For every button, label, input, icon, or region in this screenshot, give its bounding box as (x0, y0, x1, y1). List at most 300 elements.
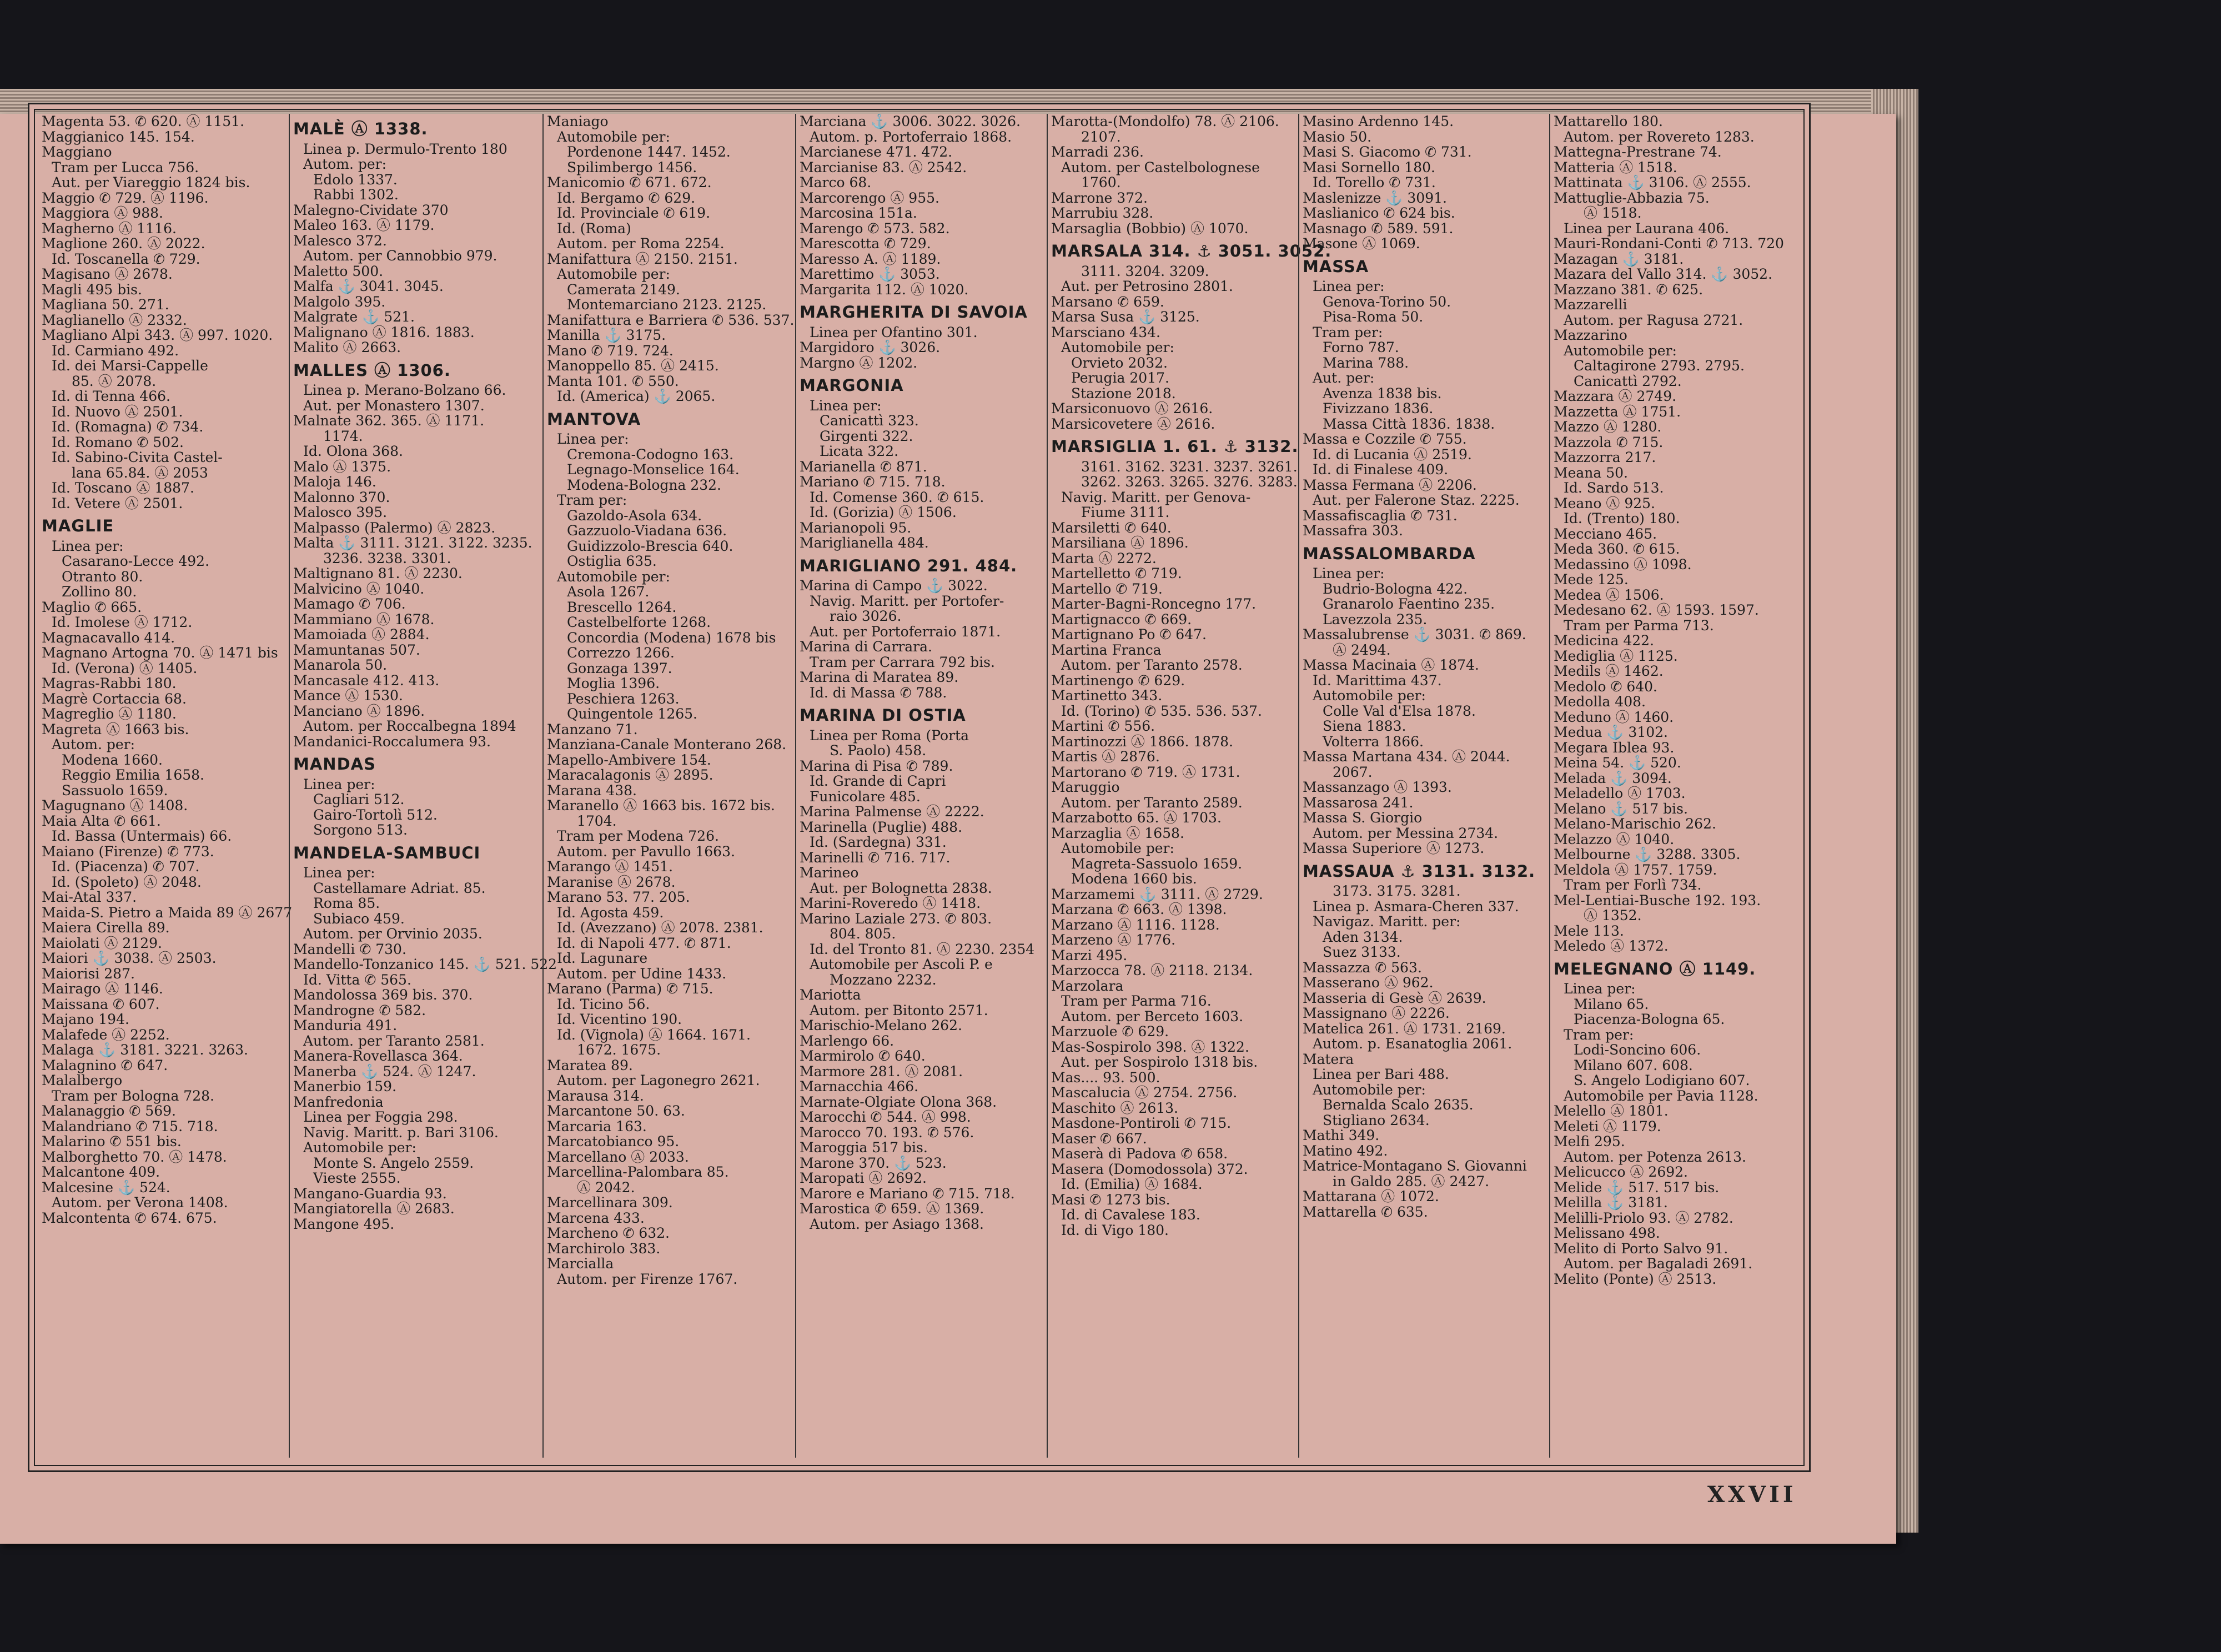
index-entry: Linea per: (303, 865, 375, 881)
index-column-3 (547, 113, 795, 1458)
index-entry: Manerbio 159. (293, 1078, 397, 1094)
index-entry: Marsa Susa ⚓ 3125. (1051, 309, 1200, 325)
index-entry: Maranise Ⓐ 2678. (547, 873, 676, 890)
index-entry: Maracalagonis Ⓐ 2895. (547, 767, 713, 783)
index-entry: Malagnino ✆ 647. (42, 1057, 168, 1073)
index-entry: Marina di Pisa ✆ 789. (800, 757, 953, 774)
index-heading: MARIGLIANO 291. 484. (800, 556, 1018, 575)
index-entry: Autom. per Taranto 2589. (1061, 794, 1243, 811)
index-entry: Melada ⚓ 3094. (1554, 770, 1672, 786)
index-entry: Maloja 146. (293, 474, 376, 490)
index-entry: Id. Toscanella ✆ 729. (52, 250, 200, 267)
index-entry: Marzana ✆ 663. Ⓐ 1398. (1051, 901, 1227, 917)
index-entry: Melito di Porto Salvo 91. (1554, 1240, 1728, 1257)
index-entry: Id. Vetere Ⓐ 2501. (52, 495, 183, 511)
index-entry: Autom. per Castelbolognese (1061, 159, 1260, 175)
index-entry: Matteria Ⓐ 1518. (1554, 159, 1677, 175)
index-entry: Colle Val d'Elsa 1878. (1323, 702, 1476, 719)
index-entry: Manifattura Ⓐ 2150. 2151. (547, 250, 738, 267)
index-entry: Autom. per Lagonegro 2621. (557, 1072, 760, 1088)
index-entry: Modena 1660 bis. (1071, 871, 1197, 887)
page-number: XXVII (1707, 1482, 1797, 1508)
index-entry: 804. 805. (830, 926, 896, 942)
index-entry: Margno Ⓐ 1202. (800, 354, 918, 371)
index-entry: Aut. per Viareggio 1824 bis. (52, 174, 250, 190)
index-entry: Masdone-Pontiroli ✆ 715. (1051, 1115, 1232, 1131)
index-entry: Autom. per Taranto 2581. (303, 1032, 485, 1049)
index-entry: Meda 360. ✆ 615. (1554, 541, 1680, 557)
index-entry: Malanaggio ✆ 569. (42, 1103, 176, 1119)
index-entry: Marcellinara 309. (547, 1194, 673, 1211)
index-entry: Reggio Emilia 1658. (62, 767, 204, 783)
index-entry: Magnacavallo 414. (42, 629, 175, 646)
index-entry: Marineo (800, 865, 859, 881)
index-entry: Id. Sabino-Civita Castel- (52, 449, 223, 465)
index-entry: Marter-Bagni-Roncegno 177. (1051, 596, 1257, 612)
index-column-1 (42, 113, 293, 1458)
index-entry: Malcontenta ✆ 674. 675. (42, 1209, 217, 1226)
index-entry: Marrone 372. (1051, 189, 1148, 206)
index-entry: Zollino 80. (62, 584, 137, 600)
index-entry: Autom. per Pavullo 1663. (557, 843, 735, 860)
index-heading: MANDELA-SAMBUCI (293, 843, 481, 862)
index-entry: Camerata 2149. (567, 281, 680, 298)
column-rule (1298, 114, 1299, 1458)
index-entry: Marischio-Melano 262. (800, 1017, 962, 1033)
index-entry: Id. (Sardegna) 331. (810, 834, 947, 850)
index-entry: Massa e Cozzile ✆ 755. (1303, 431, 1467, 447)
index-entry: Orvieto 2032. (1071, 354, 1168, 371)
index-entry: Marzaglia Ⓐ 1658. (1051, 825, 1184, 841)
index-entry: Mance Ⓐ 1530. (293, 687, 403, 704)
index-entry: Marino Laziale 273. ✆ 803. (800, 910, 992, 927)
index-heading: MARGONIA (800, 376, 904, 395)
index-entry: Mattinata ⚓ 3106. Ⓐ 2555. (1554, 174, 1751, 190)
index-heading: MARSIGLIA 1. 61. ⚓ 3132. (1051, 437, 1299, 456)
index-entry: Autom. per Bitonto 2571. (810, 1002, 988, 1018)
index-entry: Id. del Tronto 81. Ⓐ 2230. 2354 (810, 941, 1035, 957)
index-entry: Automobile per: (557, 266, 670, 282)
index-heading: MARGHERITA DI SAVOIA (800, 303, 1028, 322)
index-entry: Avenza 1838 bis. (1323, 385, 1442, 401)
index-entry: Mazzarino (1554, 327, 1627, 343)
index-entry: Malegno-Cividate 370 (293, 202, 449, 218)
index-entry: 1672. 1675. (577, 1042, 661, 1058)
index-entry: Tram per Bologna 728. (52, 1087, 214, 1104)
index-entry: Gairo-Tortolì 512. (313, 806, 438, 823)
index-entry: in Galdo 285. Ⓐ 2427. (1333, 1173, 1490, 1189)
index-entry: Matino 492. (1303, 1142, 1388, 1159)
index-entry: Malcantone 409. (42, 1164, 160, 1180)
index-entry: Mapello-Ambivere 154. (547, 751, 711, 768)
index-entry: Maser ✆ 667. (1051, 1130, 1147, 1147)
index-entry: Martina Franca (1051, 641, 1162, 658)
index-entry: Marsiconuovo Ⓐ 2616. (1051, 400, 1213, 416)
index-entry: Marco 68. (800, 174, 872, 190)
index-entry: Marina di Carrara. (800, 639, 932, 655)
index-entry: Aut. per Portoferraio 1871. (810, 623, 1001, 640)
index-entry: Medolla 408. (1554, 694, 1646, 710)
index-entry: Manzano 71. (547, 721, 638, 737)
index-entry: Mattarana Ⓐ 1072. (1303, 1188, 1439, 1204)
index-entry: Maltignano 81. Ⓐ 2230. (293, 565, 463, 581)
index-entry: Automobile per: (1313, 687, 1426, 704)
index-entry: Aden 3134. (1323, 928, 1403, 945)
index-entry: Automobile per: (1061, 840, 1174, 856)
index-entry: Marsiliana Ⓐ 1896. (1051, 535, 1189, 551)
index-entry: Medils Ⓐ 1462. (1554, 663, 1664, 679)
index-column-2 (293, 114, 557, 1458)
index-entry: Id. dei Marsi-Cappelle (52, 358, 208, 374)
index-entry: Marsicovetere Ⓐ 2616. (1051, 415, 1215, 432)
index-entry: Edolo 1337. (313, 171, 398, 188)
index-entry: Meleti Ⓐ 1179. (1554, 1118, 1661, 1134)
index-entry: Cremona-Codogno 163. (567, 446, 734, 463)
index-entry: Linea per Laurana 406. (1564, 220, 1730, 237)
index-entry: Marcellano Ⓐ 2033. (547, 1148, 689, 1165)
index-entry: Manciano Ⓐ 1896. (293, 702, 425, 719)
index-entry: Marsano ✆ 659. (1051, 293, 1164, 310)
index-entry: Mel-Lentiai-Busche 192. 193. (1554, 892, 1761, 908)
index-entry: Magli 495 bis. (42, 281, 142, 298)
index-entry: Meladello Ⓐ 1703. (1554, 785, 1686, 801)
index-heading: MASSA (1303, 257, 1369, 276)
index-entry: Lodi-Soncino 606. (1574, 1042, 1701, 1058)
index-entry: Masserano Ⓐ 962. (1303, 975, 1434, 991)
index-entry: Malo Ⓐ 1375. (293, 458, 391, 475)
index-entry: Autom. per: (303, 156, 387, 172)
index-entry: Mede 125. (1554, 571, 1629, 588)
index-entry: Marradi 236. (1051, 144, 1144, 160)
index-entry: Malafede Ⓐ 2252. (42, 1026, 170, 1043)
index-entry: Marore e Mariano ✆ 715. 718. (800, 1185, 1015, 1202)
index-entry: Melide ⚓ 517. 517 bis. (1554, 1179, 1720, 1196)
index-entry: Marcaria 163. (547, 1118, 647, 1134)
index-entry: Mangone 495. (293, 1216, 395, 1232)
index-entry: Id. di Finalese 409. (1313, 461, 1449, 478)
index-entry: Medassino Ⓐ 1098. (1554, 556, 1692, 573)
index-entry: 3161. 3162. 3231. 3237. 3261. (1081, 458, 1298, 475)
index-entry: Mairago Ⓐ 1146. (42, 981, 163, 997)
index-entry: Id. (Trento) 180. (1564, 510, 1680, 526)
index-entry: Legnago-Monselice 164. (567, 461, 740, 478)
index-entry: Autom. per Taranto 2578. (1061, 657, 1243, 673)
index-entry: 1174. (323, 428, 363, 444)
index-entry: Tram per: (1313, 324, 1383, 340)
index-entry: Stazione 2018. (1071, 385, 1176, 401)
index-entry: Id. Ticino 56. (557, 996, 650, 1012)
index-entry: Peschiera 1263. (567, 690, 680, 707)
index-entry: Marzamemi ⚓ 3111. Ⓐ 2729. (1051, 886, 1263, 902)
index-entry: Meina 54. ⚓ 520. (1554, 755, 1681, 771)
index-entry: Meana 50. (1554, 464, 1629, 481)
index-heading: MALLES Ⓐ 1306. (293, 360, 451, 380)
index-entry: Mazzorra 217. (1554, 449, 1656, 465)
index-entry: Martis Ⓐ 2876. (1051, 749, 1160, 765)
index-entry: Autom. per Udine 1433. (557, 965, 727, 982)
index-entry: Linea per: (810, 397, 882, 414)
index-entry: Id. Marittima 437. (1313, 672, 1442, 689)
index-entry: Autom. per Potenza 2613. (1564, 1148, 1746, 1165)
index-entry: Marzabotto 65. Ⓐ 1703. (1051, 810, 1222, 826)
index-entry: Id. (Vignola) Ⓐ 1664. 1671. (557, 1026, 751, 1043)
index-entry: Id. Comense 360. ✆ 615. (810, 489, 984, 505)
index-entry: Marini-Roveredo Ⓐ 1418. (800, 895, 981, 911)
index-heading: MARSALA 314. ⚓ 3051. 3052. (1051, 242, 1332, 260)
index-entry: Massa Fermana Ⓐ 2206. (1303, 476, 1477, 493)
index-entry: Caltagirone 2793. 2795. (1574, 358, 1745, 374)
index-entry: Maglio ✆ 665. (42, 599, 142, 615)
index-entry: Masnago ✆ 589. 591. (1303, 220, 1454, 237)
index-entry: Manoppello 85. Ⓐ 2415. (547, 358, 719, 374)
index-entry: Malarino ✆ 551 bis. (42, 1133, 182, 1149)
index-entry: Manerba ⚓ 524. Ⓐ 1247. (293, 1063, 476, 1079)
index-entry: Autom. per Rovereto 1283. (1564, 128, 1755, 145)
index-entry: Maggio ✆ 729. Ⓐ 1196. (42, 189, 209, 206)
index-entry: 85. Ⓐ 2078. (72, 373, 157, 389)
index-entry: Marnate-Olgiate Olona 368. (800, 1093, 997, 1110)
index-entry: Mattarella ✆ 635. (1303, 1203, 1428, 1220)
index-entry: Castelbelforte 1268. (567, 614, 711, 630)
index-entry: Manarola 50. (293, 657, 388, 673)
index-entry: Girgenti 322. (820, 428, 913, 444)
index-entry: Mariano ✆ 715. 718. (800, 474, 946, 490)
index-entry: Maruggio (1051, 779, 1120, 795)
index-entry: Magnano Artogna 70. Ⓐ 1471 bis (42, 645, 278, 661)
index-entry: Linea p. Merano-Bolzano 66. (303, 382, 506, 398)
index-entry: Mazzano 381. ✆ 625. (1554, 281, 1704, 298)
index-entry: Linea p. Asmara-Cheren 337. (1313, 898, 1519, 915)
index-entry: Marzuole ✆ 629. (1051, 1023, 1169, 1040)
index-entry: Aut. per Petrosino 2801. (1061, 278, 1233, 294)
index-entry: Id. Imolese Ⓐ 1712. (52, 614, 193, 630)
index-entry: Massazza ✆ 563. (1303, 959, 1422, 976)
index-entry: Casarano-Lecce 492. (62, 553, 210, 569)
index-entry: Marcialla (547, 1256, 614, 1272)
index-entry: Rabbi 1302. (313, 187, 399, 203)
index-entry: Linea per Ofantino 301. (810, 324, 978, 340)
index-entry: Medua ⚓ 3102. (1554, 724, 1668, 740)
index-entry: Marcorengo Ⓐ 955. (800, 189, 939, 206)
index-entry: Massa Martana 434. Ⓐ 2044. (1303, 749, 1510, 765)
index-entry: Linea per Roma (Porta (810, 727, 969, 744)
index-entry: Autom. per Asiago 1368. (810, 1216, 984, 1232)
index-entry: Malvicino Ⓐ 1040. (293, 580, 425, 597)
index-entry: Magherno Ⓐ 1116. (42, 220, 177, 237)
index-entry: Maroggia 517 bis. (800, 1139, 928, 1156)
index-entry: Autom. per Messina 2734. (1313, 825, 1499, 841)
index-entry: Moglia 1396. (567, 675, 660, 691)
index-entry: Marina di Maratea 89. (800, 669, 959, 685)
index-entry: Guidizzolo-Brescia 640. (567, 538, 733, 554)
index-entry: Ⓐ 2042. (577, 1179, 635, 1196)
index-entry: Melito (Ponte) Ⓐ 2513. (1554, 1271, 1717, 1287)
index-entry: Malta ⚓ 3111. 3121. 3122. 3235. (293, 535, 532, 551)
index-entry: Automobile per: (1061, 339, 1174, 355)
index-entry: Marsaglia (Bobbio) Ⓐ 1070. (1051, 220, 1249, 237)
index-entry: Malandriano ✆ 715. 718. (42, 1118, 218, 1134)
index-entry: Id. Vicentino 190. (557, 1011, 682, 1027)
index-entry: Tram per Lucca 756. (52, 159, 199, 175)
index-entry: Funicolare 485. (810, 788, 921, 805)
index-entry: Melello Ⓐ 1801. (1554, 1103, 1669, 1119)
index-entry: Suez 3133. (1323, 944, 1401, 960)
index-entry: Marrubiu 328. (1051, 205, 1154, 221)
index-entry: Perugia 2017. (1071, 370, 1169, 386)
index-entry: Magliano Alpi 343. Ⓐ 997. 1020. (42, 327, 273, 343)
index-entry: Ⓐ 1518. (1584, 205, 1642, 221)
index-entry: Margidoro ⚓ 3026. (800, 339, 941, 355)
index-entry: Malalbergo (42, 1072, 123, 1088)
index-entry: Massignano Ⓐ 2226. (1303, 1005, 1450, 1021)
index-entry: Maiera Cirella 89. (42, 920, 170, 936)
index-entry: Mattegna-Prestrane 74. (1554, 144, 1722, 160)
index-entry: Castellamare Adriat. 85. (313, 880, 486, 896)
index-entry: Id. (Avezzano) Ⓐ 2078. 2381. (557, 920, 763, 936)
index-entry: Id. di Cavalese 183. (1061, 1207, 1200, 1223)
index-entry: Marango Ⓐ 1451. (547, 858, 673, 875)
index-entry: Manfredonia (293, 1093, 384, 1110)
index-entry: S. Paolo) 458. (830, 742, 927, 759)
index-entry: Id. Vitta ✆ 565. (303, 971, 411, 988)
index-entry: Autom. p. Esanatoglia 2061. (1313, 1036, 1513, 1052)
index-heading: MANTOVA (547, 409, 641, 429)
index-entry: Vieste 2555. (313, 1170, 401, 1186)
index-entry: Linea per: (303, 776, 375, 792)
index-entry: Mazzetta Ⓐ 1751. (1554, 403, 1681, 420)
index-entry: Id. (Piacenza) ✆ 707. (52, 858, 200, 875)
index-entry: Mele 113. (1554, 922, 1624, 939)
index-entry: Id. Bergamo ✆ 629. (557, 189, 696, 206)
index-entry: Marana 438. (547, 782, 637, 799)
index-entry: Aut. per Sospirolo 1318 bis. (1061, 1054, 1258, 1070)
index-entry: Marano 53. 77. 205. (547, 889, 690, 905)
index-entry: Id. (Romagna) ✆ 734. (52, 419, 204, 435)
index-entry: Mandolossa 369 bis. 370. (293, 987, 473, 1003)
index-entry: Granarolo Faentino 235. (1323, 596, 1495, 612)
index-entry: Gazoldo-Asola 634. (567, 507, 702, 524)
index-entry: Marina Palmense Ⓐ 2222. (800, 804, 984, 820)
index-entry: Tram per: (557, 492, 627, 508)
column-rule (1047, 114, 1048, 1458)
index-entry: Magreta-Sassuolo 1659. (1071, 855, 1243, 872)
index-heading: MALÈ Ⓐ 1338. (293, 119, 428, 138)
index-entry: Marostica ✆ 659. Ⓐ 1369. (800, 1201, 984, 1217)
index-entry: Linea per: (52, 538, 124, 554)
index-entry: Massarosa 241. (1303, 794, 1414, 811)
index-entry: Marina 788. (1323, 354, 1409, 371)
index-column-7 (1554, 114, 1798, 1458)
index-entry: Maiorisi 287. (42, 965, 135, 982)
index-entry: Melissano 498. (1554, 1225, 1660, 1241)
index-entry: Maiano (Firenze) ✆ 773. (42, 843, 214, 860)
index-entry: Autom. p. Portoferraio 1868. (810, 128, 1012, 145)
index-entry: Martini ✆ 556. (1051, 718, 1155, 734)
index-entry: Navig. Maritt. per Portofer- (810, 592, 1004, 609)
index-entry: 2107. (1081, 128, 1121, 145)
index-entry: Marianopoli 95. (800, 519, 912, 536)
index-entry: Marocco 70. 193. ✆ 576. (800, 1124, 974, 1141)
index-entry: Marzi 495. (1051, 947, 1128, 963)
index-entry: Linea per: (1313, 565, 1385, 581)
index-entry: Maserà di Padova ✆ 658. (1051, 1146, 1228, 1162)
index-entry: Aut. per: (1313, 370, 1375, 386)
index-entry: Melano ⚓ 517 bis. (1554, 800, 1688, 817)
index-entry: Mangano-Guardia 93. (293, 1185, 447, 1202)
index-entry: Mauri-Rondani-Conti ✆ 713. 720 (1554, 235, 1784, 252)
index-entry: Id. (Emilia) Ⓐ 1684. (1061, 1176, 1203, 1192)
index-entry: Navig. Maritt. p. Bari 3106. (303, 1124, 499, 1141)
index-entry: Id. Provinciale ✆ 619. (557, 205, 711, 221)
index-entry: Martignano Po ✆ 647. (1051, 626, 1207, 642)
index-entry: Sassuolo 1659. (62, 782, 168, 799)
index-entry: Medesano 62. Ⓐ 1593. 1597. (1554, 602, 1759, 618)
index-entry: Id. Nuovo Ⓐ 2501. (52, 403, 183, 420)
index-entry: Automobile per: (303, 1139, 416, 1156)
index-entry: Mascalucia Ⓐ 2754. 2756. (1051, 1084, 1238, 1101)
index-entry: Marescotta ✆ 729. (800, 235, 931, 252)
index-entry: Autom. per Roccalbegna 1894 (303, 718, 516, 734)
index-entry: Malosco 395. (293, 504, 388, 520)
index-entry: Linea p. Dermulo-Trento 180 (303, 140, 507, 157)
index-entry: S. Angelo Lodigiano 607. (1574, 1072, 1750, 1088)
index-entry: Melbourne ⚓ 3288. 3305. (1554, 846, 1741, 862)
index-entry: Marciana ⚓ 3006. 3022. 3026. (800, 113, 1021, 129)
index-entry: Aut. per Monastero 1307. (303, 397, 485, 414)
index-entry: Marano (Parma) ✆ 715. (547, 981, 713, 997)
index-entry: Massa Macinaia Ⓐ 1874. (1303, 657, 1479, 673)
index-entry: Mamoiada Ⓐ 2884. (293, 626, 430, 642)
index-entry: Marcantone 50. 63. (547, 1103, 685, 1119)
index-entry: Id. Romano ✆ 502. (52, 434, 184, 450)
index-entry: Id. Grande di Capri (810, 773, 946, 789)
index-entry: Mano ✆ 719. 724. (547, 342, 674, 359)
index-entry: Maresso A. Ⓐ 1189. (800, 250, 941, 267)
index-entry: Matelica 261. Ⓐ 1731. 2169. (1303, 1020, 1506, 1037)
column-rule (542, 114, 544, 1458)
index-entry: Maia Alta ✆ 661. (42, 812, 161, 829)
index-entry: Piacenza-Bologna 65. (1574, 1011, 1725, 1027)
index-entry: Mattuglie-Abbazia 75. (1554, 189, 1710, 206)
index-entry: Meduno Ⓐ 1460. (1554, 709, 1674, 725)
index-entry: Automobile per: (557, 128, 670, 145)
index-entry: Pisa-Roma 50. (1323, 309, 1424, 325)
index-entry: Marsiletti ✆ 640. (1051, 519, 1172, 536)
index-entry: Marnacchia 466. (800, 1078, 919, 1094)
index-entry: Manta 101. ✆ 550. (547, 373, 679, 389)
index-entry: Roma 85. (313, 895, 380, 911)
index-entry: Fiume 3111. (1081, 504, 1170, 520)
index-entry: Gonzaga 1397. (567, 660, 672, 676)
index-entry: 1760. (1081, 174, 1121, 190)
index-entry: Martelletto ✆ 719. (1051, 565, 1182, 581)
index-entry: Magliana 50. 271. (42, 297, 169, 313)
index-entry: Aut. per Falerone Staz. 2225. (1313, 492, 1520, 508)
index-entry: Medolo ✆ 640. (1554, 678, 1657, 695)
index-entry: Ⓐ 2494. (1333, 641, 1391, 658)
index-entry: Mandello-Tonzanico 145. ⚓ 521. 522 (293, 956, 557, 972)
index-entry: Quingentole 1265. (567, 706, 697, 722)
index-entry: Volterra 1866. (1323, 733, 1424, 750)
index-entry: Magugnano Ⓐ 1408. (42, 797, 188, 814)
index-entry: Pordenone 1447. 1452. (567, 144, 731, 160)
index-entry: Gazzuolo-Viadana 636. (567, 523, 727, 539)
index-entry: Massafra 303. (1303, 523, 1403, 539)
index-heading: MASSALOMBARDA (1303, 544, 1476, 563)
index-entry: Mammiano Ⓐ 1678. (293, 611, 435, 627)
index-entry: Maschito Ⓐ 2613. (1051, 1099, 1178, 1116)
index-entry: Montemarciano 2123. 2125. (567, 297, 767, 313)
